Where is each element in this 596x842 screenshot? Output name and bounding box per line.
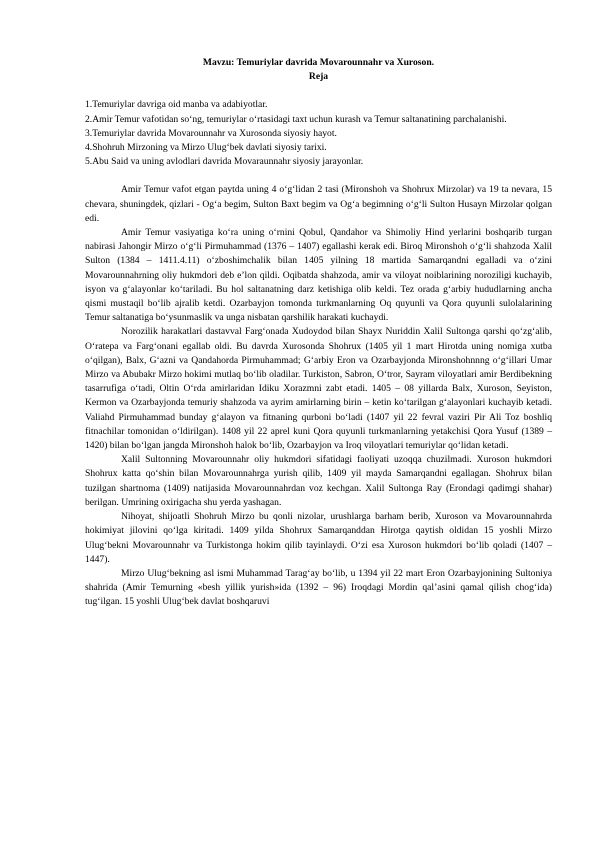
body-paragraph: Nihoyat, shijoatli Shohruh Mirzo bu qonli nizolar, urushlarga barham berib, Xuroson va Movarounnahrda hokimiyat jilovini qo‘lga kiritadi. 1409 yilda Shohrux Samarqanddan Hirotga qaytish oldidan 15 yoshli Mirzo Ulug‘bekni Movarounnahr va Turkistonga hokim qilib tayinlaydi. O‘zi esa Xuroson hukmdori bo‘lib qoladi (1407 – 1447).	[85, 511, 552, 565]
plan-list	[85, 98, 552, 169]
plan-item: 2.Amir Temur vafotidan so‘ng, temuriylar o‘rtasidagi taxt uchun kurash va Temur saltanatining parchalanishi.	[85, 113, 507, 125]
body-paragraph: Xalil Sultonning Movarounnahr oliy hukmdori sifatidagi faoliyati uzoqqa chuzilmadi. Xuroson hukmdori Shohrux katta qo‘shin bilan Movarounnahrga yurish qilib, 1409 yil mayda Samarqandni egallagan. Shohrux bilan tuzilgan shartnoma (1409) natijasida Movarounnahrdan voz kechgan. Xalil Sultonga Ray (Erondagi qadimgi shahar) berilgan. Umrining oxirigacha shu yerda yashagan.	[85, 454, 552, 508]
plan-item: 3.Temuriylar davrida Movarounnahr va Xurosonda siyosiy hayot.	[85, 127, 337, 139]
plan-item: 4.Shohruh Mirzoning va Mirzo Ulug‘bek davlati siyosiy tarixi.	[85, 142, 327, 154]
document-title: Mavzu: Temuriylar davrida Movarounnahr va Xuroson.	[202, 57, 435, 68]
body-paragraph: Mirzo Ulug‘bekning asl ismi Muhammad Tarag‘ay bo‘lib, u 1394 yil 22 mart Eron Ozarbayjonining Sultoniya shahrida (Amir Temurning «besh yillik yurish»ida (1392 – 96) Iroqdagi Mordin qal’asini qamal qilish chog‘ida) tug‘ilgan. 15 yoshli Ulug‘bek davlat boshqaruvi	[85, 567, 552, 608]
document-page	[85, 56, 552, 610]
plan-item: 1.Temuriylar davriga oid manba va adabiyotlar.	[85, 99, 268, 111]
plan-item: 5.Abu Said va uning avlodlari davrida Movaraunnahr siyosiy jarayonlar.	[85, 156, 364, 168]
body-paragraph: Amir Temur vasiyatiga ko‘ra uning o‘rnini Qobul, Qandahor va Shimoliy Hind yerlarini boshqarib turgan nabirasi Jahongir Mirzo o‘g‘li Pirmuhammad (1376 – 1407) egallashi kerak edi. Biroq Mironshoh o‘g‘li shahzoda Xalil Sulton (1384 – 1411.4.11) o‘zboshimchalik bilan 1405 yilning 18 martida Samarqandni egalladi va o‘zini Movarounnahrning oliy hukmdori deb e’lon qildi. Oqibatda shahzoda, amir va viloyat noiblarining noroziligi kuchayib, isyon va g‘alayonlar ko‘tariladi. Bu hol saltanatning darz ketishiga olib keldi. Tez orada g‘arbiy hududlarning ancha qismi mustaqil bo‘lib ajralib ketdi. Ozarbayjon tomonda turkmanlarning Oq quyunli va Qora quyunli sulolalarining Temur saltanatiga bo‘ysunmaslik va unga nisbatan qarshilik harakati kuchaydi.	[85, 227, 552, 324]
body-paragraph: Amir Temur vafot etgan paytda uning 4 o‘g‘lidan 2 tasi (Mironshoh va Shohrux Mirzolar) va 19 ta nevara, 15 chevara, shuningdek, qizlari - Og‘a begim, Sulton Baxt begim va Og‘a begimning o‘g‘li Sulton Husayn Mirzolar qolgan edi.	[85, 184, 552, 224]
plan-heading: Reja	[308, 71, 329, 83]
body-paragraph: Norozilik harakatlari dastavval Farg‘onada Xudoydod bilan Shayx Nuriddin Xalil Sultonga qarshi qo‘zg‘alib, O‘ratepa va Farg‘onani egallab oldi. Bu davrda Xurosonda Shohrux (1405 yil 1 mart Hirotda uning nomiga xutba o‘qilgan), Balx, G‘azni va Qandahorda Pirmuhammad; G‘arbiy Eron va Ozarbayjonda Mironshohnnng o‘g‘illari Umar Mirzo va Abubakr Mirzo hokimi mutlaq bo‘lib oladilar. Turkiston, Sabron, O‘tror, Sayram viloyatlari amir Berdibekning tasarrufiga o‘tadi, Oltin O‘rda amirlaridan Idiku Xorazmni zabt etadi. 1405 – 08 yillarda Balx, Xuroson, Seyiston, Kermon va Ozarbayjonda temuriy shahzoda va ayrim amirlarning birin – ketin ko‘tarilgan g‘alayonlari kuchayib ketadi. Valiahd Pirmuhammad bunday g‘alayon va fitnaning qurboni bo‘ladi (1407 yil 22 fevral vaziri Pir Ali Toz boshliq fitnachilar tomonidan o‘ldirilgan). 1408 yil 22 aprel kuni Qora quyunli turkmanlarning yetakchisi Qora Yusuf (1389 – 1420) bilan bo‘lgan jangda Mironshoh halok bo‘lib, Ozarbayjon va Iroq viloyatlari temuriylar qo‘lidan ketadi.	[85, 326, 552, 452]
